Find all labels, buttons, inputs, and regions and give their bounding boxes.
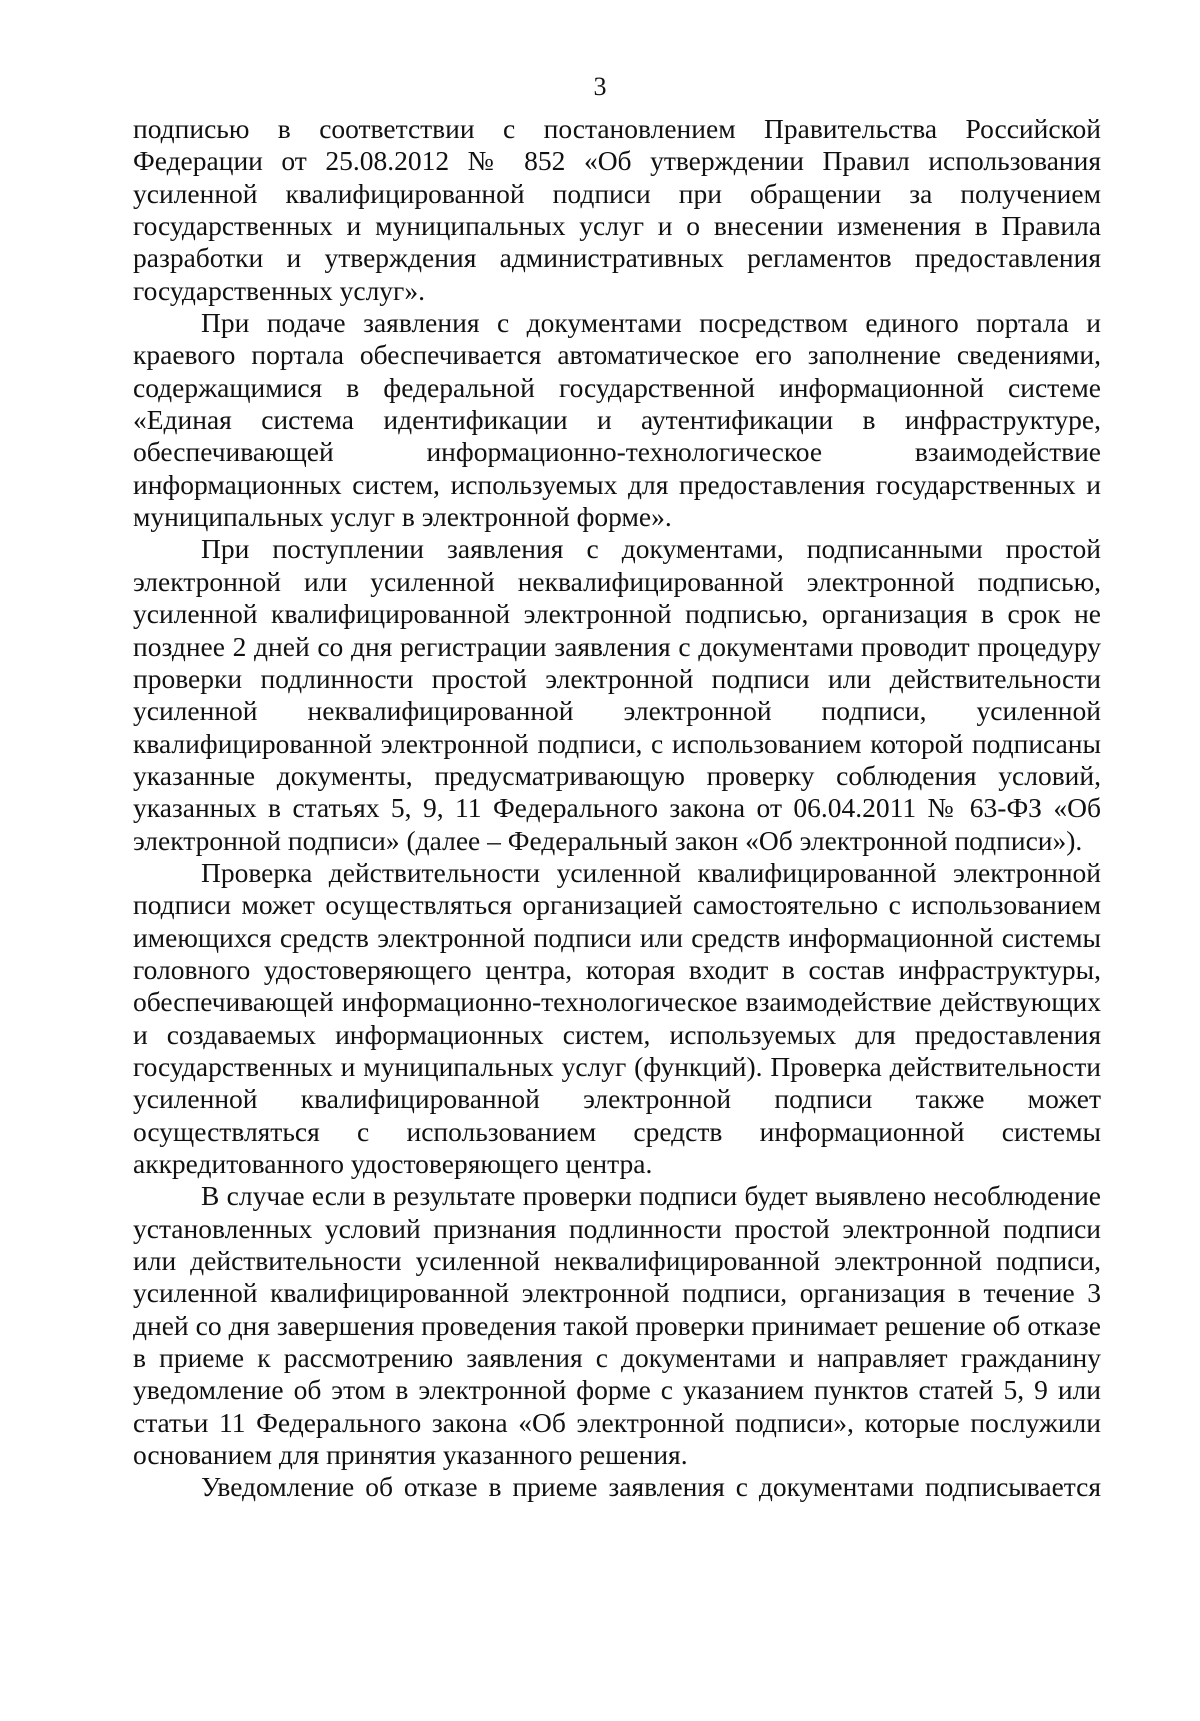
- paragraph-1: подписью в соответствии с постановлением Правительства Российской Федерации от 25.08.2012 № 852 «Об утверждении Правил использования усиленной квалифицированной подписи при обращении за получением государственных и муниципальных услуг и о внесении изменения в Правила разработки и утверждения административных регламентов предоставления государственных услуг».: [133, 113, 1101, 306]
- paragraph-2: При подаче заявления с документами посредством единого портала и краевого портала обеспечивается автоматическое его заполнение сведениями, содержащимися в федеральной государственной информационной системе «Единая система идентификации и аутентификации в инфраструктуре, обеспечивающей информационно-технологическое взаимодействие информационных систем, используемых для предоставления государственных и муниципальных услуг в электронной форме».: [133, 307, 1101, 533]
- paragraph-4: Проверка действительности усиленной квалифицированной электронной подписи может осуществляться организацией самостоятельно с использованием имеющихся средств электронной подписи или средств информационной системы головного удостоверяющего центра, которая входит в состав инфраструктуры, обеспечивающей информационно-технологическое взаимодействие действующих и создаваемых информационных систем, используемых для предоставления государственных и муниципальных услуг (функций). Проверка действительности усиленной квалифицированной электронной подписи также может осуществляться с использованием средств информационной системы аккредитованного удостоверяющего центра.: [133, 856, 1101, 1179]
- paragraph-5: В случае если в результате проверки подписи будет выявлено несоблюдение установленных условий признания подлинности простой электронной подписи или действительности усиленной неквалифицированной электронной подписи, усиленной квалифицированной электронной подписи, организация в течение 3 дней со дня завершения проведения такой проверки принимает решение об отказе в приеме к рассмотрению заявления с документами и направляет гражданину уведомление об этом в электронной форме с указанием пунктов статей 5, 9 или статьи 11 Федерального закона «Об электронной подписи», которые послужили основанием для принятия указанного решения.: [133, 1180, 1101, 1471]
- paragraph-3: При поступлении заявления с документами, подписанными простой электронной или усиленной неквалифицированной электронной подписью, усиленной квалифицированной электронной подписью, организация в срок не позднее 2 дней со дня регистрации заявления с документами проводит процедуру проверки подлинности простой электронной подписи или действительности усиленной неквалифицированной электронной подписи, усиленной квалифицированной электронной подписи, с использованием которой подписаны указанные документы, предусматривающую проверку соблюдения условий, указанных в статьях 5, 9, 11 Федерального закона от 06.04.2011 № 63-ФЗ «Об электронной подписи» (далее – Федеральный закон «Об электронной подписи»).: [133, 533, 1101, 856]
- page-number: 3: [593, 72, 607, 101]
- document-body: [133, 113, 1101, 1504]
- paragraph-6: Уведомление об отказе в приеме заявления с документами подписывается: [201, 1471, 1101, 1503]
